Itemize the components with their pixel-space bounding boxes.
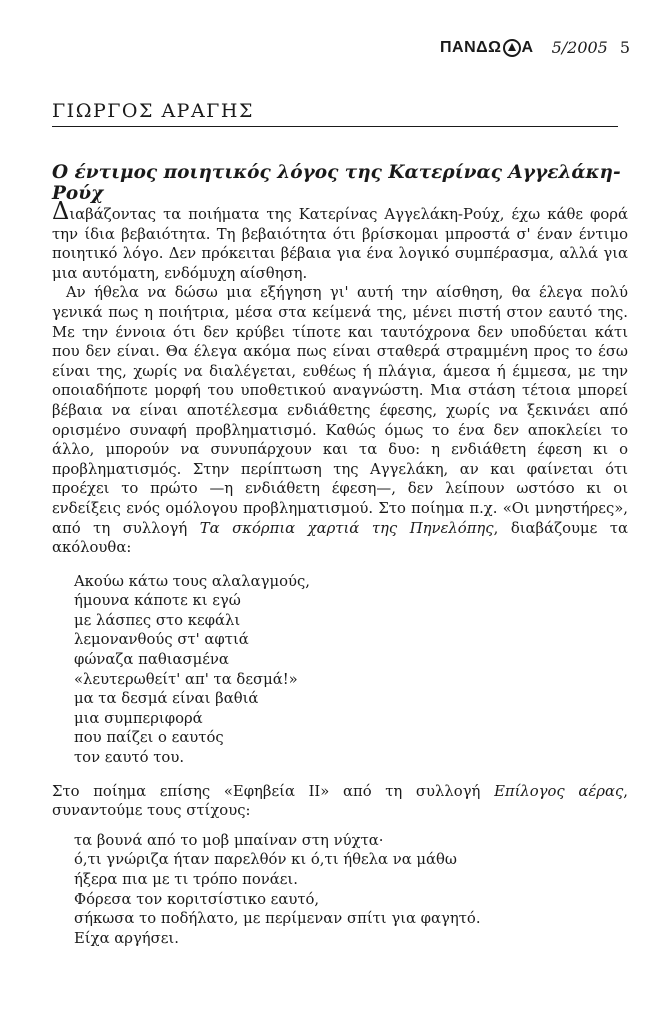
magazine-name-part-1: ΠΑΝΔΩ xyxy=(440,38,502,56)
paragraph-2-end: , διαβάζουμε τα ακόλουθα: xyxy=(52,519,628,557)
poem-line: Είχα αργήσει. xyxy=(74,929,179,947)
poem-line: Φόρεσα τον κοριτσίστικο εαυτό, xyxy=(74,890,320,908)
poem-line: «λευτερωθείτ' απ' τα δεσμά!» xyxy=(74,670,298,688)
poem-line: Ακούω κάτω τους αλαλαγμούς, xyxy=(74,572,310,590)
paragraph-1 xyxy=(52,197,628,283)
magazine-logo-icon xyxy=(503,39,521,57)
poem-line: που παίζει ο εαυτός xyxy=(74,729,224,747)
book-title: Επίλογος αέρας xyxy=(494,782,624,800)
poem-line: φώναζα παθιασμένα xyxy=(74,651,229,669)
paragraph-2-text: Αν ήθελα να δώσω μια εξήγηση γι' αυτή την αίσθηση, θα έλεγα πολύ γενικά πως η ποιήτρια, μέσα στα κείμενά της, μένει πιστή στον εαυτό της. Με την έννοια ότι δεν κρύβει τίποτε και ταυτόχρονα δεν υποδύεται κάτι που δεν είναι. Θα έλεγα ακόμα πως είναι σταθερά στραμμένη προς το έσω είναι της, χωρίς να διαλέγεται, ευθέως ή πλάγια, άμεσα ή έμμεσα, με την οποιαδήποτε μορφή του υποθετικού αναγνώστη. Μια στάση τέτοια μπορεί βέβαια να είναι αποτέλεσμα ενδιάθετης έφεσης, χωρίς να ξεκινάει από ορισμένο συναφή προβληματισμό. Καθώς όμως το ένα δεν αποκλείει το άλλο, μπορούν να συνυπάρχουν και τα δυο: η ενδιάθετη έφεση κι ο προβληματισμός. Στην περίπτωση της Αγγελάκη, αν και φαίνεται ότι προέχει το πρώτο —η ενδιάθετη έφεση—, δεν λείπουν ωστόσο κι οι ενδείξεις ενός ομόλογου προβληματισμού. Στο ποίημα π.χ. «Οι μνηστήρες», από τη συλλογή xyxy=(52,284,628,537)
poem-line: σήκωσα το ποδήλατο, με περίμεναν σπίτι για φαγητό. xyxy=(74,910,481,928)
page-number: 5 xyxy=(619,38,630,57)
poem-line: ήμουνα κάποτε κι εγώ xyxy=(74,592,241,610)
paragraph-1-text: ιαβάζοντας τα ποιήματα της Κατερίνας Αγγελάκη-Ρούχ, έχω κάθε φορά την ίδια βεβαιότητα. Τη βεβαιότητα ότι βρίσκομαι μπροστά σ' έναν έντιμο ποιητικό λόγο. Δεν πρόκειται βέβαια για ένα λογικό συμπέρασμα, αλλά για μια αυτόματη, ενδόμυχη αίσθηση. xyxy=(52,206,628,282)
drop-cap: Δ xyxy=(52,197,70,225)
paragraph-2 xyxy=(52,283,628,557)
running-header xyxy=(440,38,630,57)
poem-line: μα τα δεσμά είναι βαθιά xyxy=(74,690,259,708)
article-title: Ο έντιμος ποιητικός λόγος της Κατερίνας Αγγελάκη-Ρούχ xyxy=(52,162,621,204)
poem-line: μια συμπεριφορά xyxy=(74,709,203,727)
author-name: ΓΙΩΡΓΟΣ ΑΡΑΓΗΣ xyxy=(52,100,618,127)
poem-line: ήξερα πια με τι τρόπο πονάει. xyxy=(74,871,298,888)
poem-line: λεμονανθούς στ' αφτιά xyxy=(74,631,249,649)
poem-excerpt-1 xyxy=(74,572,628,768)
issue-number: 5/2005 xyxy=(551,38,608,57)
magazine-name xyxy=(440,39,534,57)
poem-line: τον εαυτό του. xyxy=(74,749,185,767)
paragraph-3 xyxy=(52,782,628,821)
poem-line: ό,τι γνώριζα ήταν παρελθόν κι ό,τι ήθελα να μάθω xyxy=(74,851,457,869)
poem-line: με λάσπες στο κεφάλι xyxy=(74,611,241,629)
book-title: Τα σκόρπια χαρτιά της Πηνελόπης xyxy=(199,519,494,537)
paragraph-3-end: , συναντούμε τους στίχους: xyxy=(52,782,628,820)
paragraph-3-text: Στο ποίημα επίσης «Εφηβεία ΙΙ» από τη συλλογή xyxy=(52,782,495,800)
poem-line: τα βουνά από το μοβ μπαίναν στη νύχτα· xyxy=(74,831,384,849)
poem-excerpt-2 xyxy=(74,831,628,949)
article-body xyxy=(52,197,628,962)
magazine-name-part-2: Α xyxy=(521,38,534,56)
